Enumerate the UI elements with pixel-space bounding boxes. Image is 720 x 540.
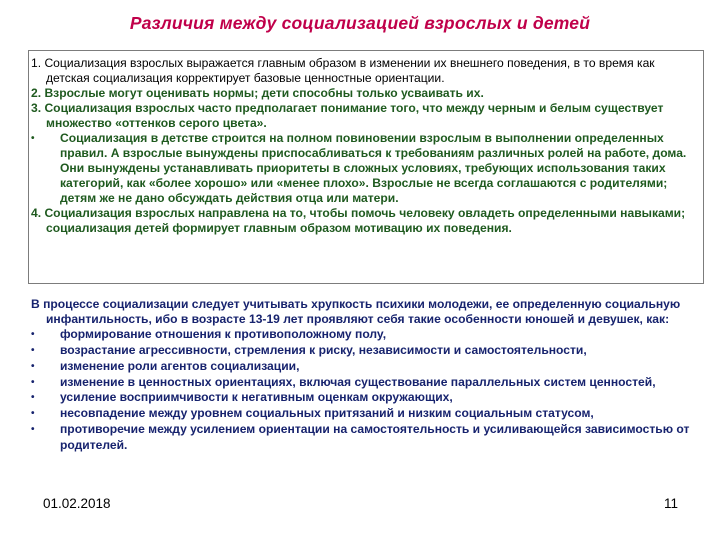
difference-3: 3. Социализация взрослых часто предполагает понимание того, что между черным и белым существует множество «оттенков серого цвета». — [31, 100, 664, 130]
page-number: 11 — [664, 496, 679, 511]
list-item: • формирование отношения к противоположному полу, — [31, 326, 387, 341]
list-item: • возрастание агрессивности, стремления к риску, независимости и самостоятельности, — [31, 342, 587, 357]
list-item: • противоречие между усилением ориентации на самостоятельность и усиливающейся зависимостью от родителей. — [31, 422, 690, 453]
difference-1: 1. Социализация взрослых выражается главным образом в изменении их внешнего поведения, в то время как детская социализация корректирует базовые ценностные ориентации. — [31, 56, 655, 85]
bullet-icon: • — [31, 376, 35, 388]
bullet-icon: • — [31, 328, 35, 340]
bullet-icon: • — [31, 132, 35, 144]
bullet-icon: • — [31, 392, 35, 404]
list-item: • усиление восприимчивости к негативным оценкам окружающих, — [31, 390, 453, 405]
youth-intro: В процессе социализации следует учитывать хрупкость психики молодежи, ее определенную социальную инфантильность, ибо в возрасте 13-19 лет проявляют себя такие особенности юношей и девушек, как: — [31, 297, 681, 326]
difference-3-detail: • Социализация в детстве строится на полном повиновении взрослым в выполнении определенных правил. А взрослые вынуждены приспосабливаться к требованиям различных ролей на работе, дома. Они вынуждены устанавливать приоритеты в сложных условиях, требующих использования таких категорий, как «более хорошо» или «менее плохо». Взрослые не всегда соглашаются с родителями; детям же не дано обсуждать действия отца или матери. — [31, 130, 687, 206]
footer-date: 01.02.2018 — [43, 496, 111, 511]
bullet-icon: • — [31, 360, 35, 372]
slide-title: Различия между социализацией взрослых и детей — [129, 13, 591, 33]
list-item: • несовпадение между уровнем социальных притязаний и низким социальным статусом, — [31, 406, 594, 421]
comparison-list — [31, 56, 699, 236]
bullet-icon: • — [31, 408, 35, 420]
bullet-icon: • — [31, 424, 35, 436]
list-item: • изменение в ценностных ориентациях, включая существование параллельных систем ценностей, — [31, 374, 656, 389]
youth-section — [31, 297, 699, 453]
bullet-icon: • — [31, 344, 35, 356]
difference-4: 4. Социализация взрослых направлена на то, чтобы помочь человеку овладеть определенными навыками; социализация детей формирует главным образом мотивацию их поведения. — [31, 206, 686, 235]
difference-2: 2. Взрослые могут оценивать нормы; дети способны только усваивать их. — [31, 85, 484, 100]
list-item: • изменение роли агентов социализации, — [31, 358, 300, 373]
